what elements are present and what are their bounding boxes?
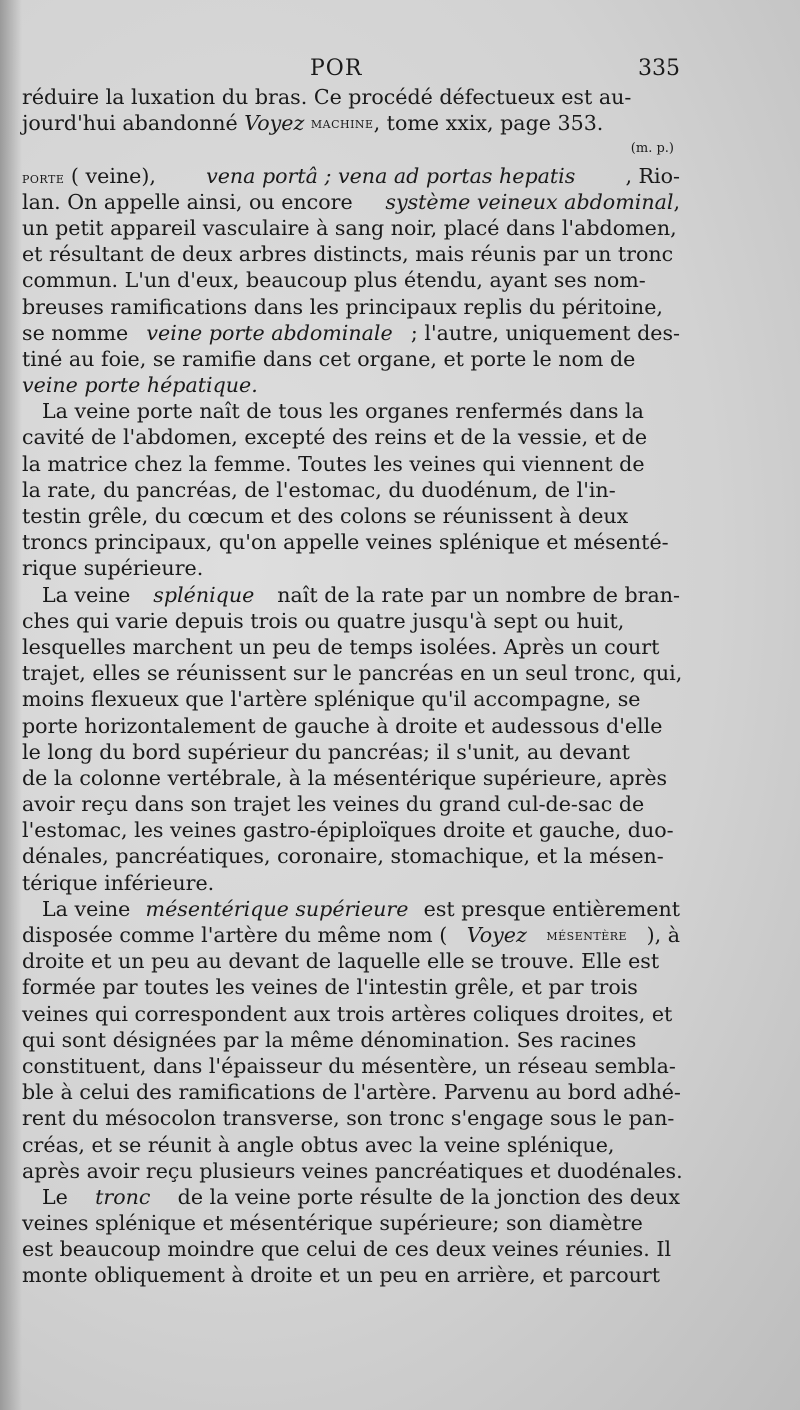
- text-line: de la colonne vertébrale, à la mésentérique supérieure, après: [22, 765, 668, 790]
- text-line: jourd'hui abandonné Voyez machine , tome xxix, page 353.: [22, 111, 604, 136]
- page-header: [20, 56, 680, 86]
- text-line: lesquelles marchent un peu de temps isolées. Après un court: [22, 634, 660, 659]
- text-line: un petit appareil vasculaire à sang noir, placé dans l'abdomen,: [22, 215, 677, 240]
- text-line: droite et un peu au devant de laquelle elle se trouve. Elle est: [22, 949, 660, 974]
- text-line: rent du mésocolon transverse, son tronc s'engage sous le pan-: [22, 1106, 675, 1131]
- text-line: Le tronc de la veine porte résulte de la jonction des deux: [42, 1184, 680, 1209]
- text-line: l'estomac, les veines gastro-épiploïques droite et gauche, duo-: [22, 818, 674, 843]
- text-line: commun. L'un d'eux, beaucoup plus étendu, ayant ses nom-: [22, 268, 646, 293]
- text-line: rique supérieure.: [22, 556, 204, 581]
- text-line: ble à celui des ramifications de l'artère. Parvenu au bord adhé-: [22, 1080, 681, 1105]
- text-line: troncs principaux, qu'on appelle veines splénique et mésenté-: [22, 530, 669, 555]
- text-line: monte obliquement à droite et un peu en arrière, et parcourt: [22, 1263, 660, 1288]
- text-line: la rate, du pancréas, de l'estomac, du duodénum, de l'in-: [22, 477, 616, 502]
- text-line: cavité de l'abdomen, excepté des reins et de la vessie, et de: [22, 425, 648, 450]
- text-line: dénales, pancréatiques, coronaire, stomachique, et la mésen-: [22, 844, 664, 869]
- text-line: porte horizontalement de gauche à droite et audessous d'elle: [22, 713, 663, 738]
- text-line: veine porte hépatique.: [22, 373, 258, 398]
- text-line: est beaucoup moindre que celui de ces deux veines réunies. Il: [22, 1237, 672, 1262]
- author-initials: (m. p.): [630, 141, 674, 157]
- text-line: le long du bord supérieur du pancréas; il s'unit, au devant: [22, 739, 630, 764]
- text-line: lan. On appelle ainsi, ou encore système veineux abdominal,: [22, 189, 680, 214]
- text-line: ches qui varie depuis trois ou quatre jusqu'à sept ou huit,: [22, 608, 625, 633]
- entry-headword: porte: [22, 168, 65, 187]
- text-line: La veine mésentérique supérieure est presque entièrement: [42, 896, 680, 921]
- text-line: disposée comme l'artère du même nom ( Voyez mésentère ), à: [22, 923, 680, 947]
- text-line: La veine splénique naît de la rate par un nombre de bran-: [42, 582, 680, 607]
- text-line: porte ( veine), vena portâ ; vena ad portas hepatis , Rio-: [22, 163, 680, 188]
- text-line: formée par toutes les veines de l'intestin grêle, et par trois: [22, 975, 638, 1000]
- text-line: moins flexueux que l'artère splénique qu'il accompagne, se: [22, 687, 641, 712]
- text-line: breuses ramifications dans les principaux replis du péritoine,: [22, 294, 663, 319]
- text-line: réduire la luxation du bras. Ce procédé défectueux est au-: [22, 85, 632, 109]
- text-line: après avoir reçu plusieurs veines pancréatiques et duodénales.: [22, 1158, 683, 1183]
- text-line: créas, et se réunit à angle obtus avec la veine splénique,: [22, 1132, 615, 1157]
- text-line: La veine porte naît de tous les organes renfermés dans la: [42, 399, 644, 424]
- text-line: la matrice chez la femme. Toutes les veines qui viennent de: [22, 451, 645, 476]
- text-line: veines qui correspondent aux trois artères coliques droites, et: [22, 1001, 673, 1026]
- text-line: constituent, dans l'épaisseur du mésentère, un réseau sembla-: [22, 1053, 676, 1078]
- text-line: et résultant de deux arbres distincts, mais réunis par un tronc: [22, 242, 674, 267]
- running-head: POR: [310, 56, 363, 81]
- body-text: [22, 84, 683, 1289]
- text-line: tiné au foie, se ramifie dans cet organe, et porte le nom de: [22, 346, 636, 371]
- text-line: avoir reçu dans son trajet les veines du grand cul-de-sac de: [22, 792, 645, 817]
- text-line: térique inférieure.: [22, 870, 215, 895]
- page-gutter-shadow: [0, 0, 22, 1410]
- text-line: se nomme veine porte abdominale ; l'autre, uniquement des-: [22, 320, 680, 345]
- text-line: testin grêle, du cœcum et des colons se réunissent à deux: [22, 504, 629, 528]
- text-line: trajet, elles se réunissent sur le pancréas en un seul tronc, qui,: [22, 661, 683, 686]
- text-line: veines splénique et mésentérique supérieure; son diamètre: [22, 1211, 643, 1236]
- page-number: 335: [638, 56, 680, 81]
- text-line: qui sont désignées par la même dénomination. Ses racines: [22, 1027, 637, 1052]
